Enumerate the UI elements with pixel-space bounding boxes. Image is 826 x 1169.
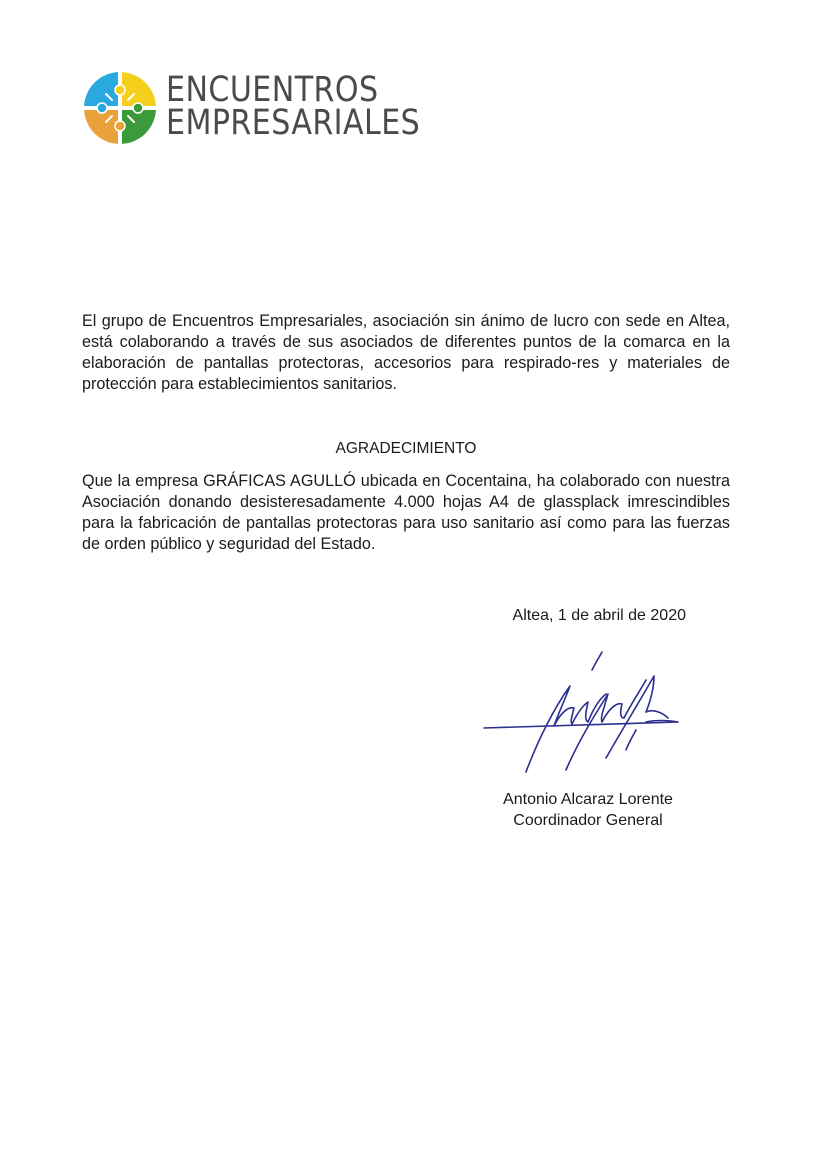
signer-name: Antonio Alcaraz Lorente xyxy=(503,791,673,808)
signer-title: Coordinador General xyxy=(513,812,663,829)
thanks-paragraph: Que la empresa GRÁFICAS AGULLÓ ubicada en Cocentaina, ha colaborado con nuestra Asociación donando desisteresadamente 4.000 hojas A4 de glassplack imrescindibles para la fabricación de pantallas protectoras para uso sanitario así como para las fuerzas de orden público y seguridad del Estado. xyxy=(82,472,730,553)
logo-line-2: EMPRESARIALES xyxy=(166,103,421,143)
organization-logo xyxy=(84,70,421,146)
handwritten-signature xyxy=(478,650,688,778)
letter-date: Altea, 1 de abril de 2020 xyxy=(512,607,686,624)
logo-line-1: ENCUENTROS xyxy=(166,70,379,110)
puzzle-logo-icon xyxy=(84,72,156,144)
heading-agradecimiento: AGRADECIMIENTO xyxy=(335,440,477,457)
signer-block xyxy=(470,789,706,831)
intro-paragraph: El grupo de Encuentros Empresariales, asociación sin ánimo de lucro con sede en Altea, está colaborando a través de sus asociados de diferentes puntos de la comarca en la elaboración de pantallas protectoras, accesorios para respirado-res y materiales de protección para establecimientos sanitarios. xyxy=(82,312,730,393)
logo-wordmark xyxy=(166,70,421,143)
